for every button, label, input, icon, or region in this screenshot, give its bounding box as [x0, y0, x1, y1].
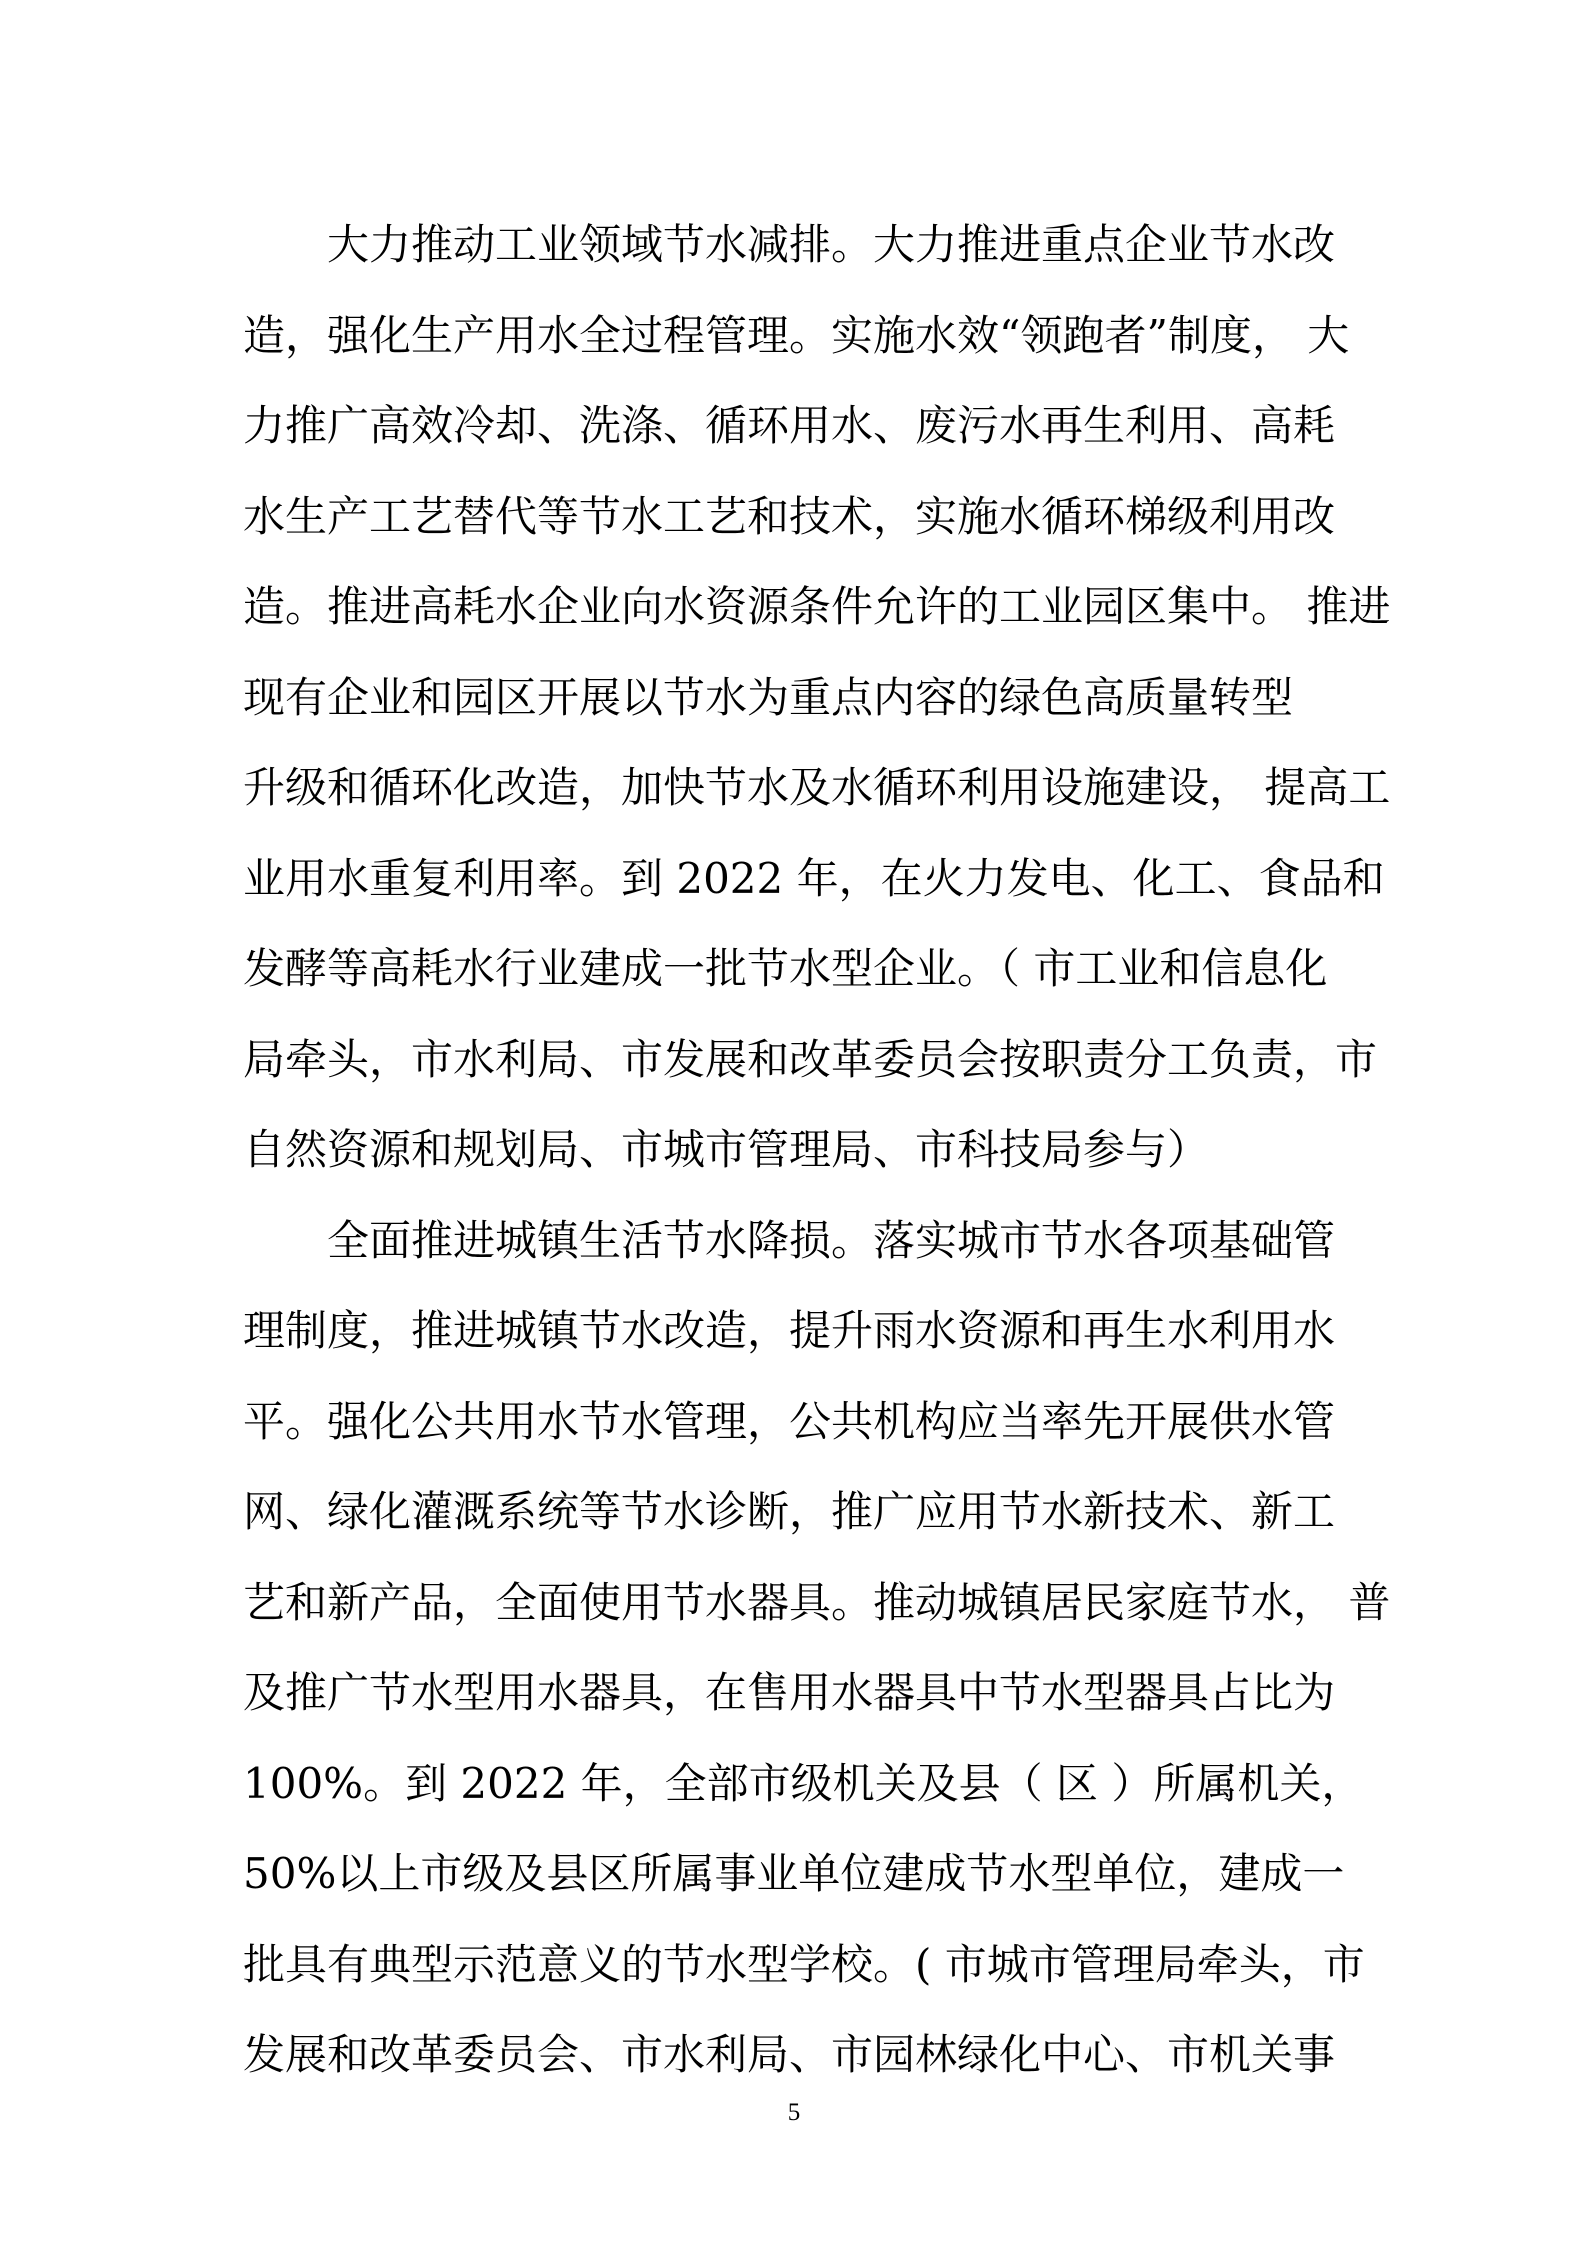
paragraph-1-line-5: 造。推进高耗水企业向水资源条件允许的工业园区集中。 推进 [243, 582, 1391, 631]
document-body [243, 200, 1391, 2101]
paragraph-2-line-9: 批具有典型示范意义的节水型学校。( 市城市管理局牵头，市 [243, 1939, 1365, 1989]
paragraph-1-line-9: 发酵等高耗水行业建成一批节水型企业。（ 市工业和信息化 [243, 944, 1328, 993]
paragraph-2-line-6: 及推广节水型用水器具，在售用水器具中节水型器具占比为 [243, 1668, 1336, 1717]
page-number: 5 [787, 2099, 801, 2126]
paragraph-1-line-11: 自然资源和规划局、市城市管理局、市科技局参与） [243, 1125, 1210, 1174]
paragraph-1-line-1: 大力推动工业领域节水减排。大力推进重点企业节水改 [327, 220, 1336, 269]
paragraph-1-line-10: 局牵头，市水利局、市发展和改革委员会按职责分工负责，市 [243, 1034, 1378, 1084]
paragraph-2-line-2: 理制度，推进城镇节水改造，提升雨水资源和再生水利用水 [243, 1306, 1336, 1355]
paragraph-1-line-7: 升级和循环化改造，加快节水及水循环利用设施建设， 提高工 [243, 763, 1391, 812]
paragraph-1-line-2: 造，强化生产用水全过程管理。实施水效“领跑者”制度， 大 [243, 310, 1350, 360]
paragraph-1-line-8: 业用水重复利用率。到 2022 年，在火力发电、化工、食品和 [243, 853, 1385, 903]
paragraph-2-line-4: 网、绿化灌溉系统等节水诊断，推广应用节水新技术、新工 [243, 1487, 1336, 1536]
paragraph-1-line-3: 力推广高效冷却、洗涤、循环用水、废污水再生利用、高耗 [243, 401, 1336, 450]
paragraph-2-line-1: 全面推进城镇生活节水降损。落实城市节水各项基础管 [327, 1215, 1336, 1265]
paragraph-2-line-3: 平。强化公共用水节水管理，公共机构应当率先开展供水管 [243, 1396, 1336, 1446]
paragraph-1-line-6: 现有企业和园区开展以节水为重点内容的绿色高质量转型 [243, 672, 1294, 722]
paragraph-2-line-5: 艺和新产品，全面使用节水器具。推动城镇居民家庭节水， 普 [243, 1577, 1391, 1627]
paragraph-2-line-10: 发展和改革委员会、市水利局、市园林绿化中心、市机关事 [243, 2030, 1336, 2079]
paragraph-2-line-8: 50%以上市级及县区所属事业单位建成节水型单位，建成一 [243, 1849, 1345, 1898]
paragraph-2-line-7: 100%。到 2022 年，全部市级机关及县（ 区 ）所属机关， [243, 1758, 1364, 1808]
paragraph-1-line-4: 水生产工艺替代等节水工艺和技术，实施水循环梯级利用改 [243, 491, 1336, 541]
